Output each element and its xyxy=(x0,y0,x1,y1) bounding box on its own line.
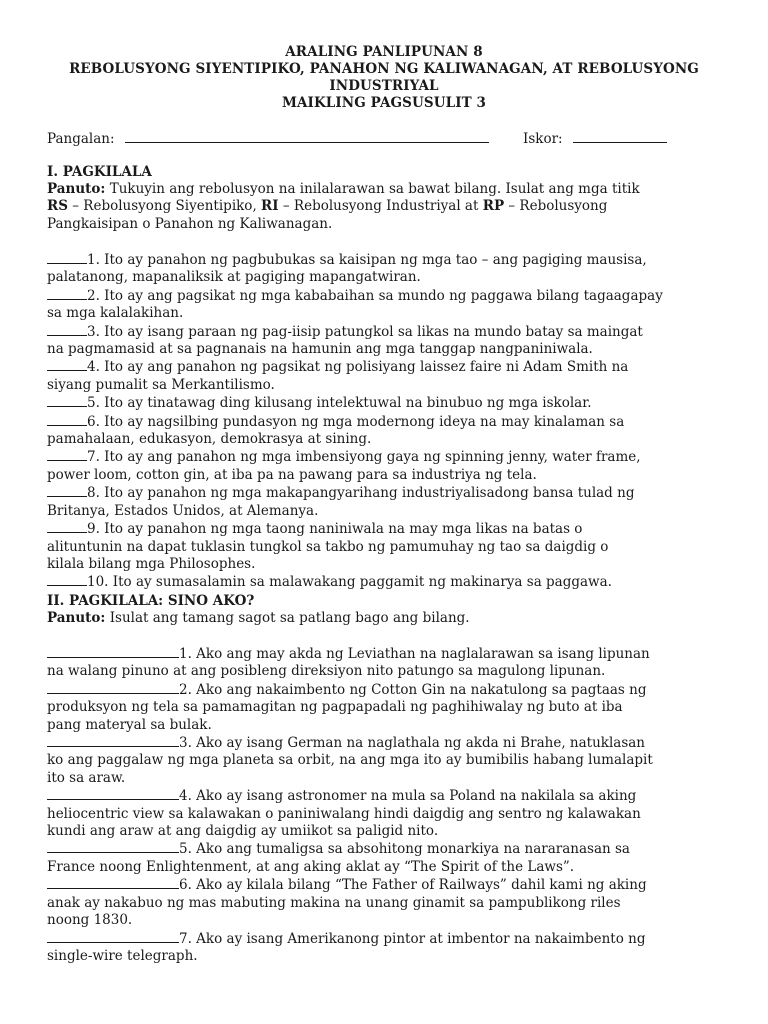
list-item xyxy=(47,840,737,876)
panuto-line3: Pangkaisipan o Panahon ng Kaliwanagan. xyxy=(47,215,333,232)
code-ri-text: – Rebolusyong Industriyal at xyxy=(282,198,479,215)
item-text: kundi ang araw at ang daigdig ay umiikot sa paligid nito. xyxy=(47,823,439,840)
name-field[interactable] xyxy=(125,130,489,143)
item-text: kilala bilang mga Philosophes. xyxy=(47,555,256,572)
answer-blank[interactable] xyxy=(47,484,87,497)
item-text: siyang pumalit sa Merkantilismo. xyxy=(47,376,275,393)
item-line xyxy=(47,717,737,734)
item-line xyxy=(47,539,737,556)
item-line xyxy=(47,699,737,716)
item-text: na walang pinuno at ang posibleng direksiyon nito patungo sa magulong lipunan. xyxy=(47,663,606,680)
item-text: 1. Ako ang may akda ng Leviathan na naglalarawan sa isang lipunan xyxy=(179,646,650,662)
item-text: anak ay nakabuo ng mas mabuting makina na unang ginamit sa pampublikong riles xyxy=(47,894,621,911)
item-text: single-wire telegraph. xyxy=(47,947,198,964)
panuto-line1: Tukuyin ang rebolusyon na inilalarawan sa bawat bilang. Isulat ang mga titik xyxy=(109,181,640,197)
item-line xyxy=(47,681,737,699)
answer-blank[interactable] xyxy=(47,394,87,407)
item-text: 9. Ito ay panahon ng mga taong naniniwala na may mga likas na batas o xyxy=(87,521,583,538)
item-line xyxy=(47,663,737,680)
answer-blank[interactable] xyxy=(47,520,87,533)
list-item xyxy=(47,787,737,840)
subject-title: ARALING PANLIPUNAN 8 xyxy=(285,44,483,60)
item-text: 6. Ito ay nagsilbing pundasyon ng mga modernong ideya na may kinalaman sa xyxy=(87,413,625,430)
item-text: pamahalaan, edukasyon, demokrasya at sining. xyxy=(47,431,372,448)
answer-blank[interactable] xyxy=(47,573,87,586)
list-item xyxy=(47,448,737,484)
list-item xyxy=(47,520,737,573)
item-text: 6. Ako ay kilala bilang “The Father of Railways” dahil kami ng aking xyxy=(179,877,647,894)
item-text: ito sa araw. xyxy=(47,769,126,786)
item-line xyxy=(47,823,737,840)
item-text: produksyon ng tela sa pamamagitan ng pagpapadali ng paghihiwalay ng buto at iba xyxy=(47,699,623,716)
part1-items xyxy=(47,251,737,592)
item-line xyxy=(47,305,737,322)
item-line xyxy=(47,806,737,823)
item-line xyxy=(47,770,737,787)
answer-blank[interactable] xyxy=(47,323,87,336)
item-line xyxy=(47,448,737,466)
answer-blank[interactable] xyxy=(47,287,87,300)
topic-title: REBOLUSYONG SIYENTIPIKO, PANAHON NG KALIWANAGAN, AT REBOLUSYONG INDUSTRIYAL xyxy=(69,61,699,94)
item-text: 7. Ako ay isang Amerikanong pintor at imbentor na nakaimbento ng xyxy=(179,930,646,947)
answer-blank[interactable] xyxy=(47,645,179,658)
item-line xyxy=(47,573,737,591)
item-text: 2. Ito ay ang pagsikat ng mga kababaihan sa mundo ng paggawa bilang tagaagapay xyxy=(87,287,663,304)
item-line xyxy=(47,484,737,502)
item-text: 4. Ako ay isang astronomer na mula sa Poland na nakilala sa aking xyxy=(179,788,637,805)
answer-blank[interactable] xyxy=(47,358,87,371)
answer-blank[interactable] xyxy=(47,681,179,694)
answer-blank[interactable] xyxy=(47,876,179,889)
score-label: Iskor: xyxy=(523,131,563,147)
panuto-text: Isulat ang tamang sagot sa patlang bago ang bilang. xyxy=(109,610,470,626)
item-line xyxy=(47,520,737,538)
item-line xyxy=(47,895,737,912)
panuto-label: Panuto: xyxy=(47,610,106,626)
item-text: 5. Ako ang tumaligsa sa absohitong monarkiya na nararanasan sa xyxy=(179,841,630,858)
answer-blank[interactable] xyxy=(47,413,87,426)
item-line xyxy=(47,431,737,448)
item-line xyxy=(47,645,737,663)
item-text: na pagmamasid at sa pagnanais na hamunin ang mga tanggap nangpaniniwala. xyxy=(47,341,593,358)
item-text: 8. Ito ay panahon ng mga makapangyarihang industriyalisadong bansa tulad ng xyxy=(87,485,635,502)
item-text: 1. Ito ay panahon ng pagbubukas sa kaisipan ng mga tao – ang pagiging mausisa, xyxy=(87,252,647,268)
name-label: Pangalan: xyxy=(47,131,115,147)
item-line xyxy=(47,413,737,431)
item-line xyxy=(47,556,737,573)
list-item xyxy=(47,287,737,323)
item-line xyxy=(47,251,737,269)
item-line xyxy=(47,377,737,394)
item-text: ko ang paggalaw ng mga planeta sa orbit, na ang mga ito ay bumibilis habang lumalapit xyxy=(47,752,653,769)
score-row xyxy=(523,130,667,148)
list-item xyxy=(47,413,737,449)
code-rp: RP xyxy=(482,198,505,215)
item-text: noong 1830. xyxy=(47,912,133,929)
part2-instructions xyxy=(47,610,470,627)
item-text: 5. Ito ay tinatawag ding kilusang intelektuwal na binubuo ng mga iskolar. xyxy=(87,395,592,412)
code-rs: RS xyxy=(47,198,68,215)
list-item xyxy=(47,734,737,787)
item-line xyxy=(47,358,737,376)
item-text: France noong Enlightenment, at ang aking aklat ay “The Spirit of the Laws”. xyxy=(47,858,575,875)
item-line xyxy=(47,323,737,341)
list-item xyxy=(47,876,737,929)
item-line xyxy=(47,859,737,876)
list-item xyxy=(47,394,737,412)
item-line xyxy=(47,287,737,305)
answer-blank[interactable] xyxy=(47,251,87,264)
item-text: palatanong, mapanaliksik at pagiging mapangatwiran. xyxy=(47,269,421,286)
answer-blank[interactable] xyxy=(47,734,179,747)
list-item xyxy=(47,323,737,359)
item-text: 3. Ako ay isang German na naglathala ng akda ni Brahe, natuklasan xyxy=(179,735,645,752)
item-line xyxy=(47,840,737,858)
item-line xyxy=(47,467,737,484)
code-rs-text: – Rebolusyong Siyentipiko, xyxy=(72,198,257,215)
item-line xyxy=(47,930,737,948)
list-item xyxy=(47,645,737,681)
quiz-title: MAIKLING PAGSUSULIT 3 xyxy=(281,95,487,111)
list-item xyxy=(47,930,737,966)
part2-title: II. PAGKILALA: SINO AKO? xyxy=(47,593,255,609)
item-text: 4. Ito ay ang panahon ng pagsikat ng polisiyang laissez faire ni Adam Smith na xyxy=(87,359,629,376)
item-line xyxy=(47,394,737,412)
code-ri: RI xyxy=(261,198,279,215)
item-line xyxy=(47,734,737,752)
name-row xyxy=(47,130,489,148)
item-text: 2. Ako ang nakaimbento ng Cotton Gin na nakatulong sa pagtaas ng xyxy=(179,681,647,698)
item-text: sa mga kalalakihan. xyxy=(47,305,184,322)
item-line xyxy=(47,912,737,929)
list-item xyxy=(47,358,737,394)
item-line xyxy=(47,787,737,805)
item-text: power loom, cotton gin, at iba pa na pawang para sa industriya ng tela. xyxy=(47,466,537,483)
part1-title: I. PAGKILALA xyxy=(47,164,152,180)
list-item xyxy=(47,573,737,591)
item-text: alituntunin na dapat tuklasin tungkol sa takbo ng pamumuhay ng tao sa daigdig o xyxy=(47,538,609,555)
list-item xyxy=(47,484,737,520)
list-item xyxy=(47,251,737,287)
answer-blank[interactable] xyxy=(47,448,87,461)
item-line xyxy=(47,876,737,894)
item-text: 3. Ito ay isang paraan ng pag-iisip patungkol sa likas na mundo batay sa maingat xyxy=(87,323,643,340)
score-field[interactable] xyxy=(573,130,667,143)
panuto-label: Panuto: xyxy=(47,181,106,197)
item-line xyxy=(47,503,737,520)
item-line xyxy=(47,948,737,965)
code-rp-text: – Rebolusyong xyxy=(508,198,608,215)
part2-items xyxy=(47,645,737,965)
part1-instructions xyxy=(47,181,727,233)
item-line xyxy=(47,752,737,769)
item-text: Britanya, Estados Unidos, at Alemanya. xyxy=(47,502,319,519)
item-text: 10. Ito ay sumasalamin sa malawakang paggamit ng makinarya sa paggawa. xyxy=(87,574,612,591)
item-text: 7. Ito ay ang panahon ng mga imbensiyong gaya ng spinning jenny, water frame, xyxy=(87,449,641,466)
list-item xyxy=(47,681,737,734)
item-text: heliocentric view sa kalawakan o paniniwalang hindi daigdig ang sentro ng kalawakan xyxy=(47,805,641,822)
item-line xyxy=(47,341,737,358)
answer-blank[interactable] xyxy=(47,787,179,800)
item-text: pang materyal sa bulak. xyxy=(47,716,212,733)
answer-blank[interactable] xyxy=(47,930,179,943)
answer-blank[interactable] xyxy=(47,840,179,853)
item-line xyxy=(47,269,737,286)
